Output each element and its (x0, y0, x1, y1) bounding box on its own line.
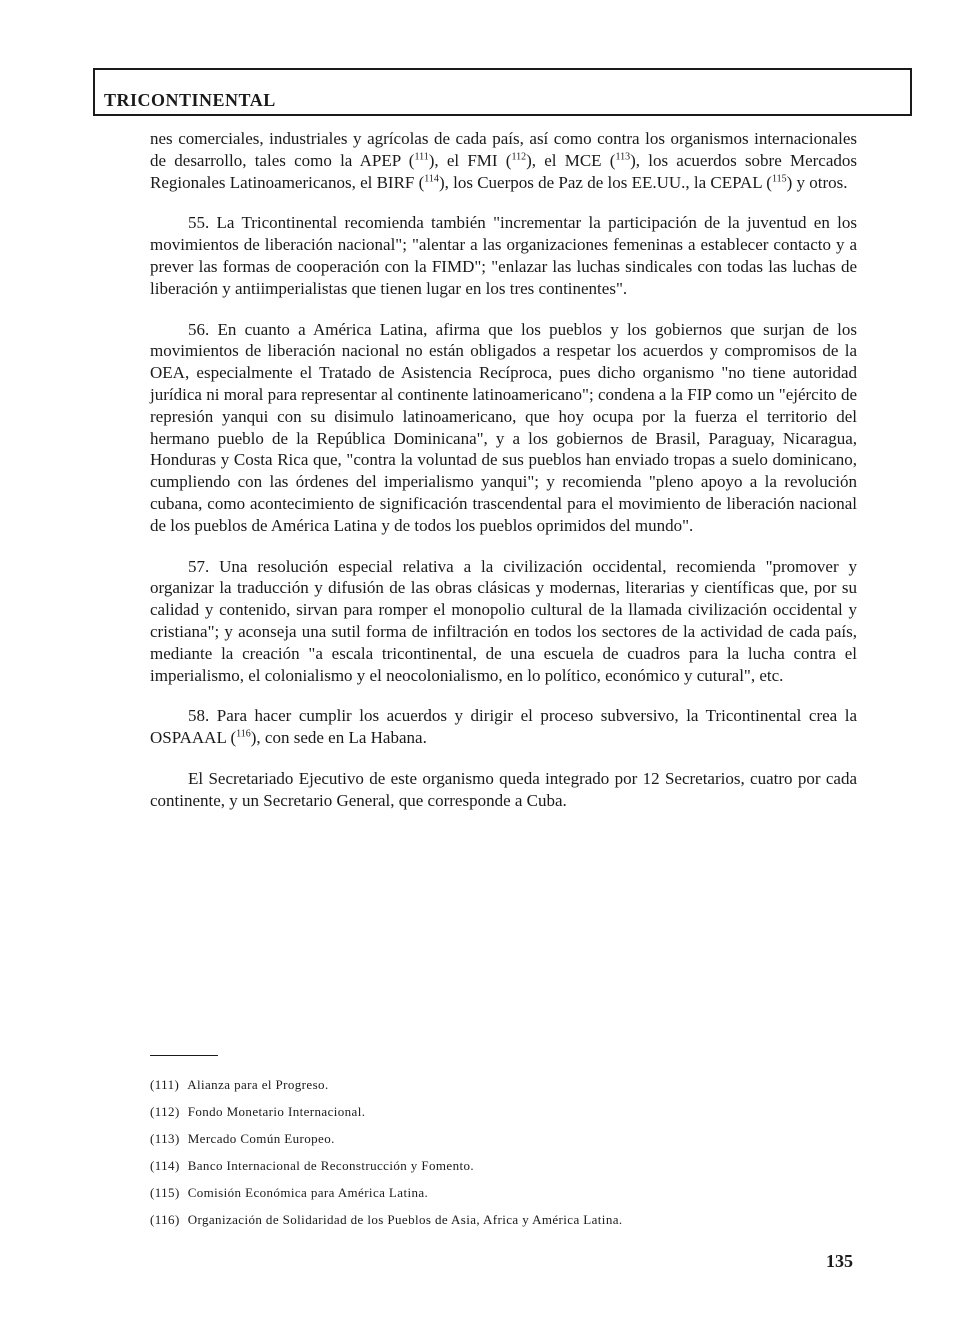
footnote-ref: 116 (236, 728, 251, 740)
footnote-item (150, 1071, 857, 1098)
paragraph-continuation (150, 128, 857, 193)
page-number: 135 (826, 1251, 853, 1271)
paragraph-number: 56. (188, 319, 210, 339)
paragraph-text: Una resolución especial relativa a la civilización occidental, recomienda "promover y organizar la traducción y difusión de las obras clásicas y modernas, literarias y científicas que, por su calidad y contenido, sirvan para romper el monopolio cultural de la llamada civilización occidental y cristiana"; y aconseja una sutil forma de infiltración en todos los sectores de la actividad de cada país, mediante la creación "a escala tricontinental, de una escuela de cuadros para la lucha contra el imperialismo, el colonialismo y el neocolonialismo, en lo político, económico y cutural", etc. (150, 556, 857, 685)
text-run: ), el MCE ( (526, 150, 616, 170)
footnote-number: (112) (150, 1104, 180, 1119)
text-run: nes comerciales, industriales y agrícolas de cada país, así como contra los organismos internacionales de desarrollo, tales como la APEP ( (150, 129, 857, 170)
main-text (150, 128, 857, 812)
paragraph-number: 58. (188, 706, 210, 726)
header-rule (93, 114, 912, 116)
paragraph-57 (150, 556, 857, 687)
footnote-item (150, 1152, 857, 1179)
footnote-ref: 115 (771, 172, 787, 184)
footnote-ref: 111 (414, 151, 429, 163)
paragraph-text: En cuanto a América Latina, afirma que los pueblos y los gobiernos que surjan de los movimientos de liberación nacional no están obligados a respetar los acuerdos y compromisos de la OEA, especialmente el Tratado de Asistencia Recíproca, pues dicho organismo "no tiene autoridad jurídica ni moral para representar al continente latinoamericano"; condena a la FIP como un "ejército de represión yanqui con su disimulo latinoamericano, que hoy ocupa por la fuerza el territorio del hermano pueblo de la República Dominicana", y a los gobiernos de Brasil, Paraguay, Nicaragua, Honduras y Costa Rica que, "contra la voluntad de sus pueblos han enviado tropas a suelo dominicano, cumpliendo con las órdenes del imperialismo yanqui"; y recomienda "pleno apoyo a la revolución cubana, como acontecimiento de significación trascendental para el movimiento de liberación nacional de los pueblos de América Latina y de todos los pueblos oprimidos del mundo". (150, 319, 857, 535)
paragraph-number: 57. (188, 556, 210, 576)
paragraph-text: La Tricontinental recomienda también "incrementar la participación de la juventud en los movimientos de liberación nacional"; "alentar a las organizaciones femeninas a establecer contacto y a prever las formas de cooperación con la FIMD"; "enlazar las luchas sindicales con todas las luchas de liberación y antiimperialistas que tienen lugar en los tres continentes". (150, 213, 857, 298)
paragraph-number: 55. (188, 213, 210, 233)
footnotes (150, 1071, 857, 1233)
footnote-number: (114) (150, 1158, 180, 1173)
footnote-number: (111) (150, 1077, 180, 1092)
paragraph-text: El Secretariado Ejecutivo de este organismo queda integrado por 12 Secretarios, cuatro por cada continente, y un Secretario General, que corresponde a Cuba. (150, 768, 857, 810)
footnote-item (150, 1206, 857, 1233)
paragraph-secretariado (150, 768, 857, 812)
paragraph-text: ), con sede en La Habana. (250, 728, 427, 748)
paragraph-56 (150, 319, 857, 537)
footnote-text: Fondo Monetario Internacional. (187, 1104, 366, 1119)
text-run: ), los acuerdos sobre Mercados Regionales Latinoamericanos, el BIRF ( (150, 150, 858, 192)
paragraph-text: Para hacer cumplir los acuerdos y dirigir el proceso subversivo, la Tricontinental crea la OSPAAAL ( (150, 706, 857, 748)
paragraph-55 (150, 212, 857, 299)
footnote-text: Mercado Común Europeo. (187, 1131, 335, 1146)
footnote-text: Comisión Económica para América Latina. (187, 1185, 429, 1200)
text-run: ), los Cuerpos de Paz de los EE.UU., la CEPAL ( (438, 172, 772, 192)
footnote-item (150, 1179, 857, 1206)
footnote-item (150, 1098, 857, 1125)
text-run: ), el FMI ( (428, 150, 512, 170)
footnote-text: Organización de Solidaridad de los Pueblos de Asia, Africa y América Latina. (187, 1212, 623, 1227)
footnote-number: (113) (150, 1131, 180, 1146)
footnote-ref: 114 (424, 172, 439, 184)
footnote-ref: 113 (615, 151, 631, 163)
footnote-text: Banco Internacional de Reconstrucción y Fomento. (187, 1158, 475, 1173)
footnote-item (150, 1125, 857, 1152)
footnote-text: Alianza para el Progreso. (187, 1077, 329, 1092)
paragraph-58 (150, 705, 857, 749)
footnote-ref: 112 (511, 151, 527, 163)
footnote-number: (116) (150, 1212, 180, 1227)
footnote-rule (150, 1055, 218, 1056)
text-run: ) y otros. (786, 172, 848, 192)
running-head: TRICONTINENTAL (104, 90, 276, 110)
footnote-number: (115) (150, 1185, 180, 1200)
